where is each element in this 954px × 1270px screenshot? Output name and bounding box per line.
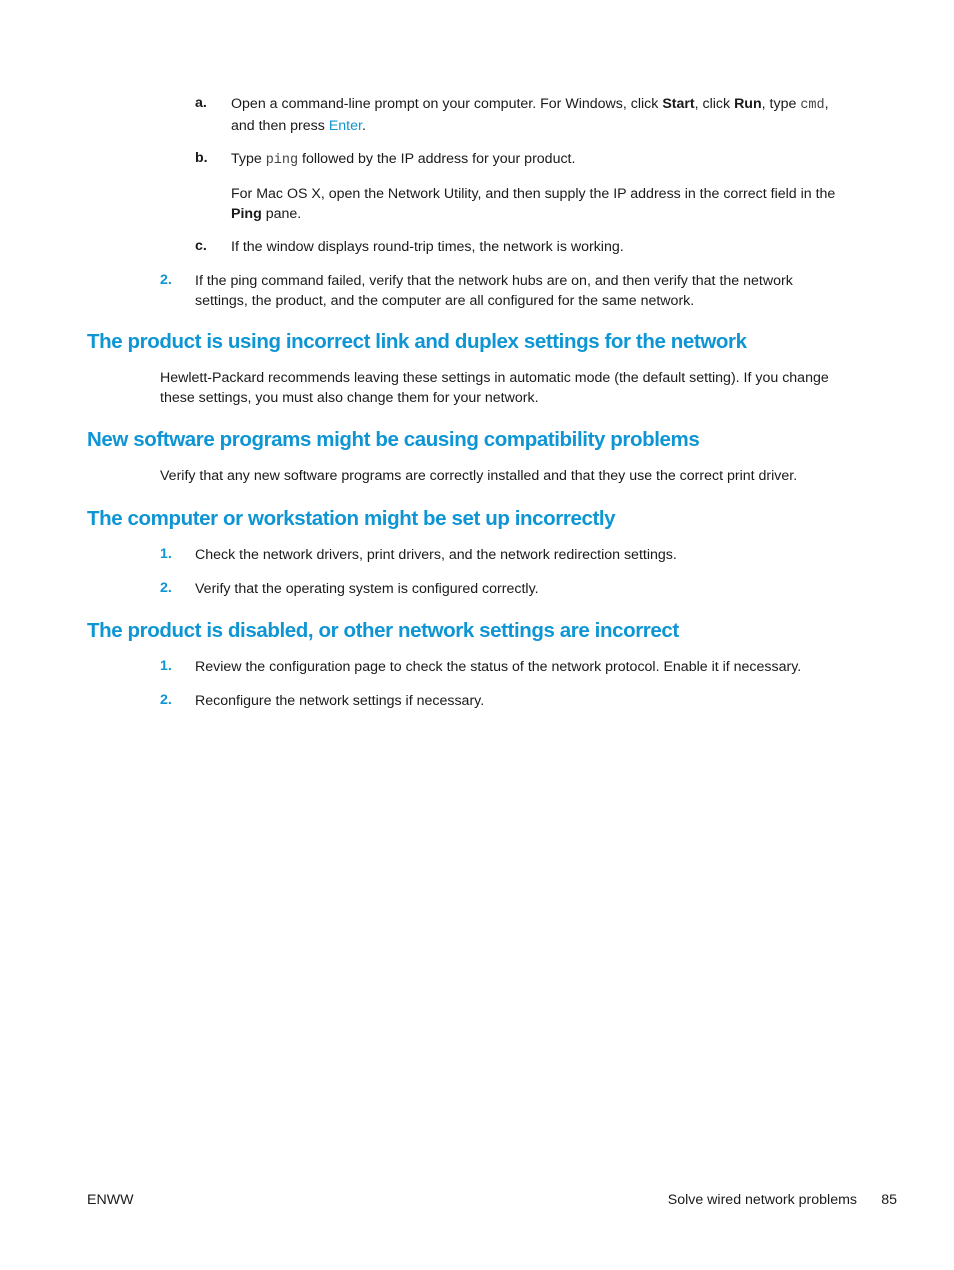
run-bold: Run (734, 96, 762, 112)
section1-heading: The product is using incorrect link and duplex settings for the network (87, 330, 747, 353)
step-a-part5: and then press (231, 118, 329, 134)
step-b-part1: Type (231, 151, 266, 167)
step-b-mac-text (231, 185, 881, 224)
section3-item1-text: Check the network drivers, print drivers, and the network redirection settings. (195, 547, 677, 563)
step-b-label: b. (195, 150, 208, 166)
step-2-label: 2. (160, 272, 172, 288)
section3-item1-label: 1. (160, 546, 172, 562)
step-a-part1: Open a command-line prompt on your computer. For Windows, click (231, 96, 663, 112)
section2-heading: New software programs might be causing compatibility problems (87, 428, 700, 451)
mac-line2: pane. (261, 205, 302, 222)
step-b-text (231, 150, 871, 171)
section1-text (160, 369, 880, 408)
start-bold: Start (662, 96, 695, 112)
step-c-text: If the window displays round-trip times, the network is working. (231, 239, 624, 255)
step-a-part6: . (361, 118, 366, 134)
mac-line1: For Mac OS X, open the Network Utility, and then supply the IP address in the correct field in the (231, 186, 836, 202)
section4-item2-text: Reconfigure the network settings if necessary. (195, 693, 485, 709)
step-a-part2: , click (694, 96, 735, 112)
step-a-part3: , type (761, 96, 801, 112)
step-b-part2: followed by the IP address for your product. (298, 151, 576, 167)
step-a-part4: , (824, 96, 829, 112)
footer-page-number: 85 (881, 1192, 897, 1208)
section1-line2: these settings, you must also change them for your network. (160, 389, 539, 406)
footer-section-title: Solve wired network problems (667, 1192, 857, 1208)
step-a-text (231, 95, 871, 137)
cmd-code: cmd (800, 98, 825, 113)
step-a-label: a. (195, 95, 207, 111)
section4-item2-label: 2. (160, 692, 172, 708)
section1-line1: Hewlett-Packard recommends leaving these settings in automatic mode (the default setting). If you change (160, 370, 829, 386)
ping-bold: Ping (231, 205, 262, 222)
section4-item1-text: Review the configuration page to check the status of the network protocol. Enable it if necessary. (195, 659, 802, 675)
section2-text: Verify that any new software programs are correctly installed and that they use the correct print driver. (160, 468, 798, 484)
section4-item1-label: 1. (160, 658, 172, 674)
step-c-label: c. (195, 238, 207, 254)
step-2-line2: settings, the product, and the computer are all configured for the same network. (195, 292, 695, 309)
enter-link[interactable]: Enter (328, 118, 362, 134)
ping-code: ping (265, 153, 299, 168)
footer-left: ENWW (87, 1192, 134, 1208)
section3-heading: The computer or workstation might be set up incorrectly (87, 507, 616, 530)
step-2-line1: If the ping command failed, verify that the network hubs are on, and then verify that the network (195, 273, 793, 289)
section3-item2-label: 2. (160, 580, 172, 596)
section4-heading: The product is disabled, or other network settings are incorrect (87, 619, 679, 642)
step-2-text (195, 272, 895, 311)
section3-item2-text: Verify that the operating system is configured correctly. (195, 581, 539, 597)
